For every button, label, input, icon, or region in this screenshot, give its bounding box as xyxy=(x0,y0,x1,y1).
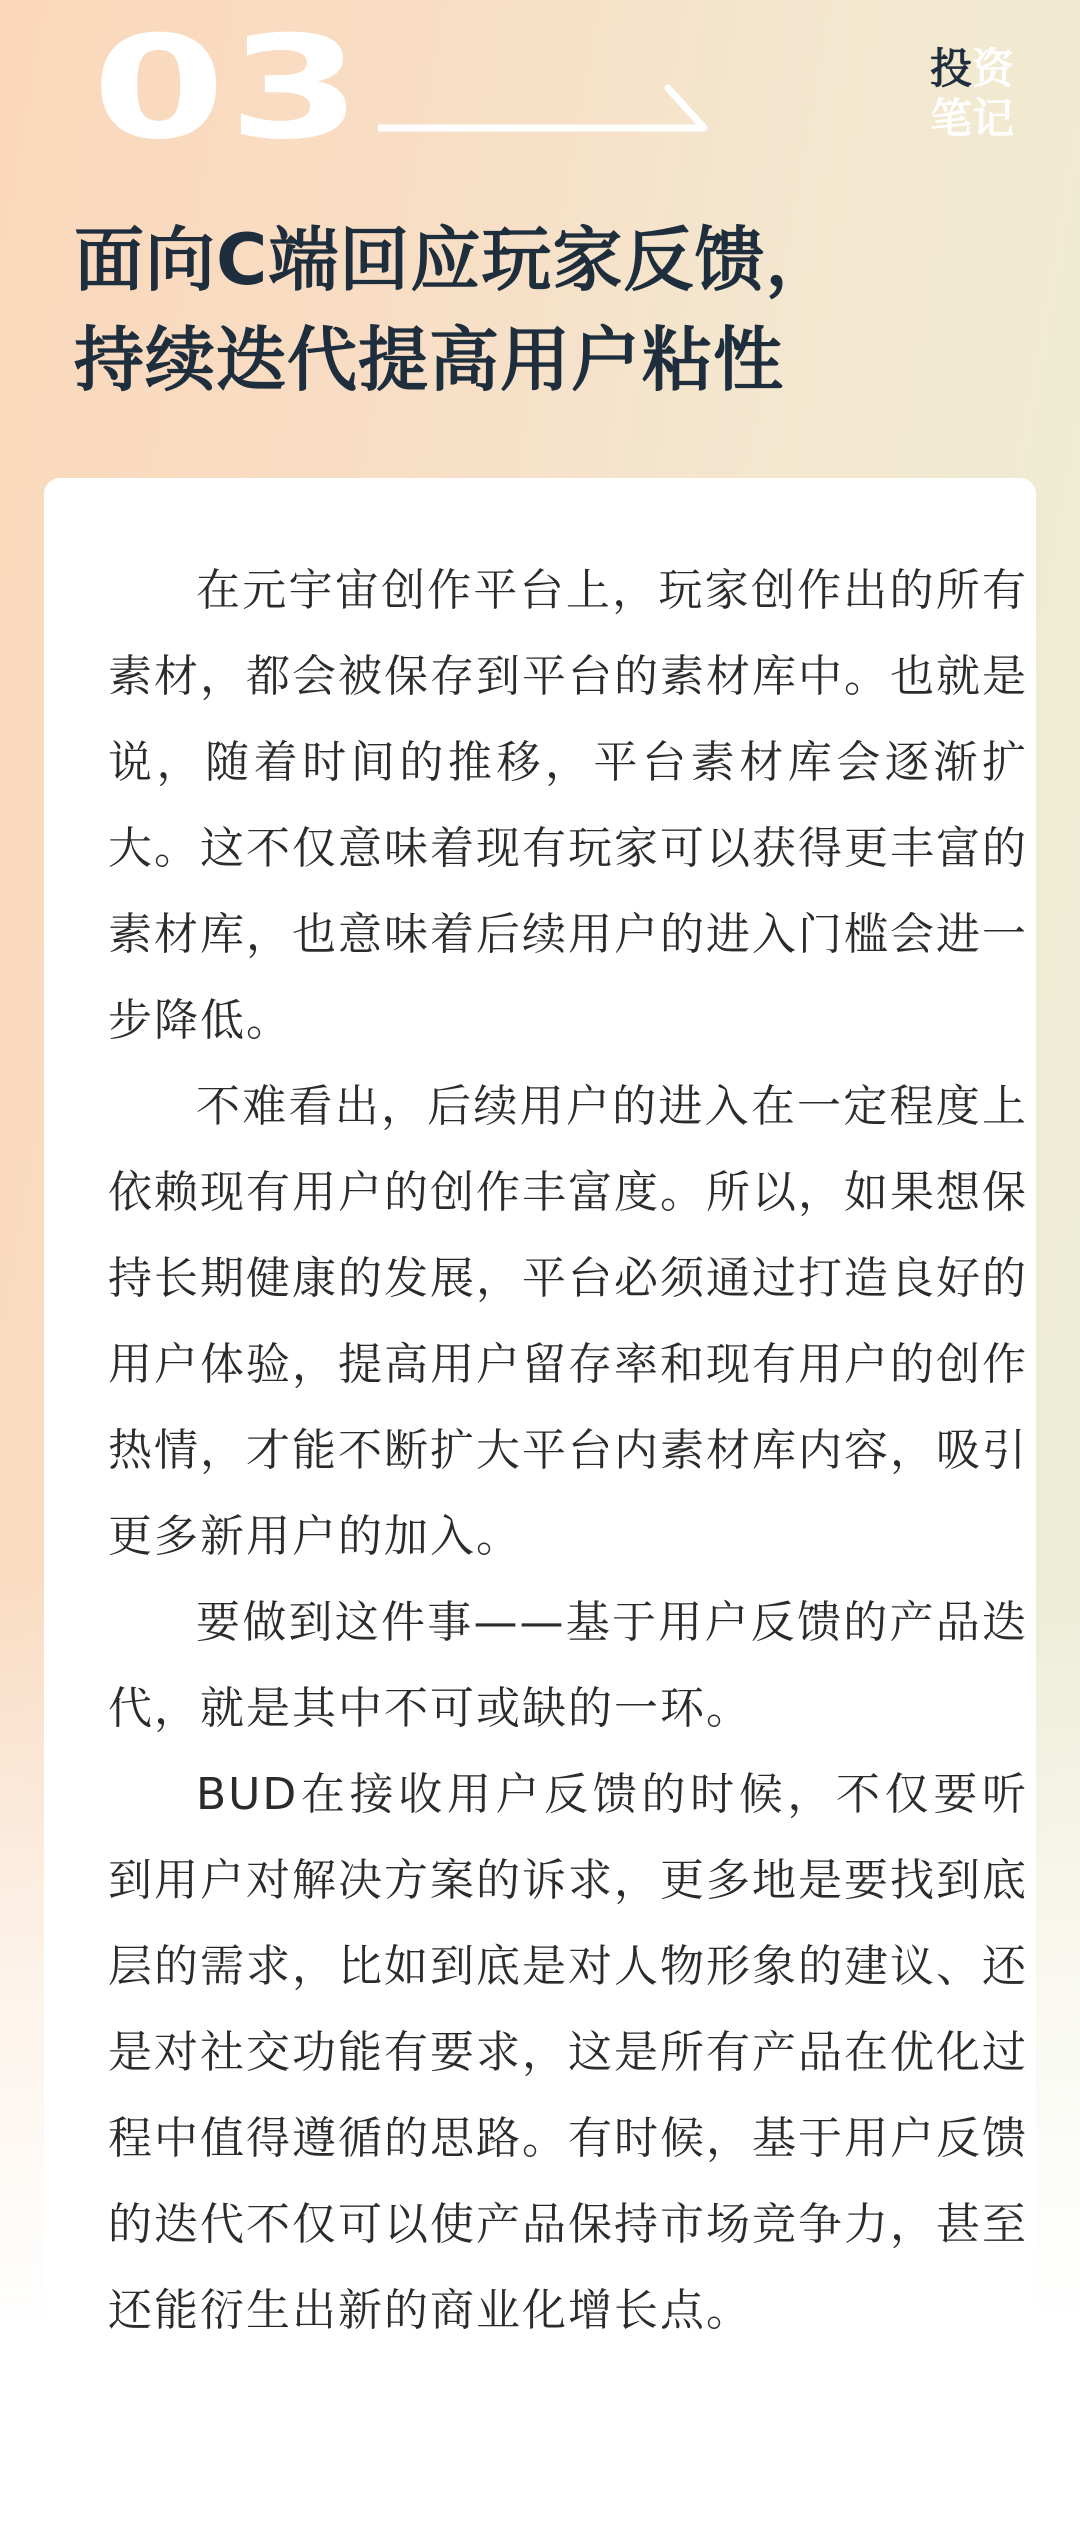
page-header xyxy=(0,0,1080,470)
paragraph: BUD在接收用户反馈的时候，不仅要听到用户对解决方案的诉求，更多地是要找到底层的需求，比如到底是对人物形象的建议、还是对社交功能有要求，这是所有产品在优化过程中值得遵循的思路。有时候，基于用户反馈的迭代不仅可以使产品保持市场竞争力，甚至还能衍生出新的商业化增长点。 xyxy=(108,1769,1028,2336)
article-card xyxy=(44,478,1036,2534)
section-number: 03 xyxy=(92,6,365,171)
arrow-right-icon xyxy=(378,66,718,136)
title-line-2: 持续迭代提高用户粘性 xyxy=(74,319,784,401)
brand-logo xyxy=(930,44,1020,144)
brand-char-light: 资 xyxy=(972,44,1015,93)
brand-line-2: 笔记 xyxy=(930,94,1015,143)
paragraph: 在元宇宙创作平台上，玩家创作出的所有素材，都会被保存到平台的素材库中。也就是说，随着时间的推移，平台素材库会逐渐扩大。这不仅意味着现有玩家可以获得更丰富的素材库，也意味着后续用户的进入门槛会进一步降低。 xyxy=(108,565,1028,1046)
paragraph: 要做到这件事——基于用户反馈的产品迭代，就是其中不可或缺的一环。 xyxy=(108,1597,1028,1734)
article-body xyxy=(108,548,1028,2354)
paragraph: 不难看出，后续用户的进入在一定程度上依赖现有用户的创作丰富度。所以，如果想保持长期健康的发展，平台必须通过打造良好的用户体验，提高用户留存率和现有用户的创作热情，才能不断扩大平台内素材库内容，吸引更多新用户的加入。 xyxy=(108,1081,1028,1562)
title-line-1: 面向C端回应玩家反馈， xyxy=(74,219,837,301)
brand-char-dark: 投 xyxy=(930,44,973,93)
page-title xyxy=(74,210,836,410)
